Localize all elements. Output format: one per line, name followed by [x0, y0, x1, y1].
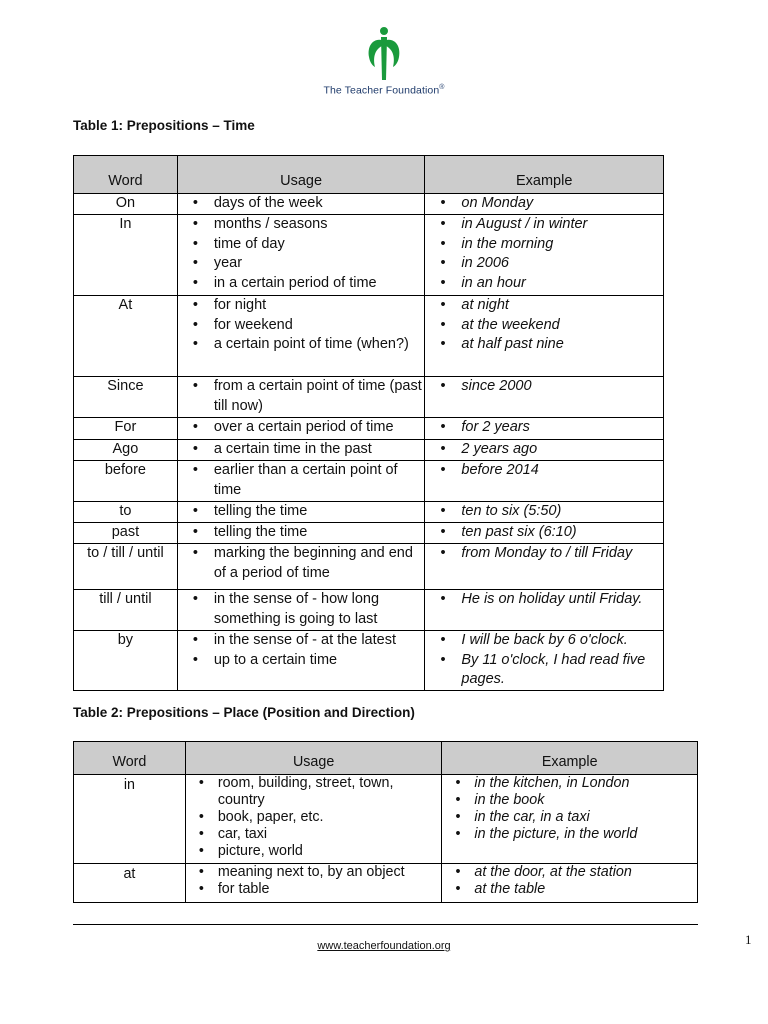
example-list — [425, 418, 663, 438]
usage-item: • time of day — [178, 235, 425, 255]
example-item: • in 2006 — [425, 254, 663, 274]
usage-cell — [177, 215, 425, 296]
usage-item: • year — [178, 254, 425, 274]
usage-list — [178, 194, 425, 214]
header-usage: Usage — [177, 156, 425, 194]
table-row — [74, 440, 664, 461]
example-cell — [442, 775, 698, 864]
table-row — [74, 523, 664, 544]
usage-item: • telling the time — [178, 523, 425, 543]
example-list — [425, 377, 663, 397]
usage-cell — [177, 461, 425, 502]
usage-cell — [177, 418, 425, 440]
example-list — [425, 544, 663, 564]
example-cell — [442, 864, 698, 903]
usage-list — [178, 296, 425, 355]
example-cell — [425, 461, 664, 502]
usage-item: • in the sense of - how long something is going to last — [178, 590, 425, 629]
example-item: • for 2 years — [425, 418, 663, 438]
example-list — [425, 631, 663, 690]
example-item: • 2 years ago — [425, 440, 663, 460]
usage-item: • a certain time in the past — [178, 440, 425, 460]
table-row — [74, 296, 664, 377]
example-item: • in August / in winter — [425, 215, 663, 235]
usage-item: • for weekend — [178, 316, 425, 336]
example-list — [425, 502, 663, 522]
table-row — [74, 418, 664, 440]
example-cell — [425, 631, 664, 691]
example-item: • in an hour — [425, 274, 663, 294]
header-word: Word — [74, 156, 178, 194]
word-cell: In — [74, 215, 178, 296]
word-cell: On — [74, 194, 178, 215]
usage-cell — [177, 631, 425, 691]
table-row — [74, 194, 664, 215]
example-item: • I will be back by 6 o'clock. — [425, 631, 663, 651]
example-item: • at half past nine — [425, 335, 663, 355]
example-item: • at the table — [442, 881, 697, 898]
usage-cell — [185, 864, 442, 903]
example-item: • in the car, in a taxi — [442, 809, 697, 826]
word-cell: till / until — [74, 590, 178, 631]
table-row — [74, 461, 664, 502]
page-number: 1 — [745, 932, 752, 947]
usage-item: • picture, world — [186, 843, 442, 860]
usage-item: • book, paper, etc. — [186, 809, 442, 826]
example-cell — [425, 523, 664, 544]
example-list — [425, 590, 663, 610]
example-list — [442, 775, 697, 843]
logo-text — [0, 84, 768, 97]
word-cell: Ago — [74, 440, 178, 461]
example-list — [425, 440, 663, 460]
example-item: • He is on holiday until Friday. — [425, 590, 663, 610]
registered-mark: ® — [439, 84, 445, 91]
example-list — [425, 194, 663, 214]
example-cell — [425, 440, 664, 461]
example-list — [442, 864, 697, 898]
usage-item: • over a certain period of time — [178, 418, 425, 438]
header-example: Example — [442, 742, 698, 775]
usage-item: • car, taxi — [186, 826, 442, 843]
footer-divider — [73, 924, 698, 925]
example-list — [425, 461, 663, 481]
example-item: • ten to six (5:50) — [425, 502, 663, 522]
word-cell: before — [74, 461, 178, 502]
usage-list — [186, 864, 442, 898]
usage-cell — [177, 523, 425, 544]
table1-title: Table 1: Prepositions – Time — [73, 118, 255, 133]
usage-item: • months / seasons — [178, 215, 425, 235]
example-cell — [425, 590, 664, 631]
example-cell — [425, 418, 664, 440]
example-item: • since 2000 — [425, 377, 663, 397]
table-row — [74, 775, 698, 864]
table-body — [74, 194, 664, 691]
word-cell: in — [74, 775, 186, 864]
word-cell: At — [74, 296, 178, 377]
example-item: • in the picture, in the world — [442, 826, 697, 843]
usage-list — [178, 440, 425, 460]
table-row — [74, 215, 664, 296]
word-cell: past — [74, 523, 178, 544]
table-row — [74, 631, 664, 691]
usage-item: • for night — [178, 296, 425, 316]
word-cell: to / till / until — [74, 544, 178, 590]
example-cell — [425, 215, 664, 296]
usage-cell — [177, 296, 425, 377]
example-cell — [425, 377, 664, 418]
example-item: • at the weekend — [425, 316, 663, 336]
table-row — [74, 864, 698, 903]
usage-list — [178, 631, 425, 670]
header-word: Word — [74, 742, 186, 775]
usage-item: • up to a certain time — [178, 651, 425, 671]
word-cell: Since — [74, 377, 178, 418]
example-list — [425, 215, 663, 293]
usage-list — [178, 590, 425, 629]
example-item: • from Monday to / till Friday — [425, 544, 663, 564]
header-usage: Usage — [185, 742, 442, 775]
example-item: • By 11 o'clock, I had read five pages. — [425, 651, 663, 690]
usage-cell — [177, 544, 425, 590]
table-header-row — [74, 742, 698, 775]
usage-list — [178, 461, 425, 500]
usage-list — [178, 215, 425, 293]
example-item: • on Monday — [425, 194, 663, 214]
table2-title: Table 2: Prepositions – Place (Position and Direction) — [73, 705, 415, 720]
teacher-foundation-logo-icon — [364, 26, 404, 82]
example-item: • at the door, at the station — [442, 864, 697, 881]
example-cell — [425, 544, 664, 590]
footer-url-link[interactable]: www.teacherfoundation.org — [317, 940, 451, 952]
time-prepositions-table — [73, 155, 664, 691]
usage-list — [178, 418, 425, 438]
usage-item: • earlier than a certain point of time — [178, 461, 425, 500]
table-row — [74, 502, 664, 523]
usage-cell — [177, 502, 425, 523]
table-body — [74, 775, 698, 903]
usage-cell — [185, 775, 442, 864]
brand-name: The Teacher Foundation — [323, 84, 440, 97]
example-item: • at night — [425, 296, 663, 316]
table-row — [74, 590, 664, 631]
usage-list — [178, 502, 425, 522]
usage-list — [178, 377, 425, 416]
word-cell: by — [74, 631, 178, 691]
word-cell: at — [74, 864, 186, 903]
header-example: Example — [425, 156, 664, 194]
usage-item: • days of the week — [178, 194, 425, 214]
usage-cell — [177, 194, 425, 215]
usage-item: • for table — [186, 881, 442, 898]
word-cell: For — [74, 418, 178, 440]
word-cell: to — [74, 502, 178, 523]
place-prepositions-table — [73, 741, 698, 903]
usage-item: • in a certain period of time — [178, 274, 425, 294]
usage-item: • telling the time — [178, 502, 425, 522]
usage-cell — [177, 440, 425, 461]
example-list — [425, 523, 663, 543]
table-header-row — [74, 156, 664, 194]
example-cell — [425, 502, 664, 523]
logo — [0, 26, 768, 97]
usage-item: • a certain point of time (when?) — [178, 335, 425, 355]
usage-item: • meaning next to, by an object — [186, 864, 442, 881]
example-item: • in the kitchen, in London — [442, 775, 697, 792]
example-item: • before 2014 — [425, 461, 663, 481]
usage-list — [178, 544, 425, 583]
usage-item: • in the sense of - at the latest — [178, 631, 425, 651]
example-list — [425, 296, 663, 355]
example-item: • in the morning — [425, 235, 663, 255]
usage-list — [178, 523, 425, 543]
usage-item: • from a certain point of time (past till now) — [178, 377, 425, 416]
usage-cell — [177, 377, 425, 418]
example-cell — [425, 296, 664, 377]
usage-item: • marking the beginning and end of a period of time — [178, 544, 425, 583]
usage-cell — [177, 590, 425, 631]
usage-item: • room, building, street, town, country — [186, 775, 442, 809]
example-item: • in the book — [442, 792, 697, 809]
usage-list — [186, 775, 442, 860]
example-item: • ten past six (6:10) — [425, 523, 663, 543]
table-row — [74, 544, 664, 590]
example-cell — [425, 194, 664, 215]
table-row — [74, 377, 664, 418]
